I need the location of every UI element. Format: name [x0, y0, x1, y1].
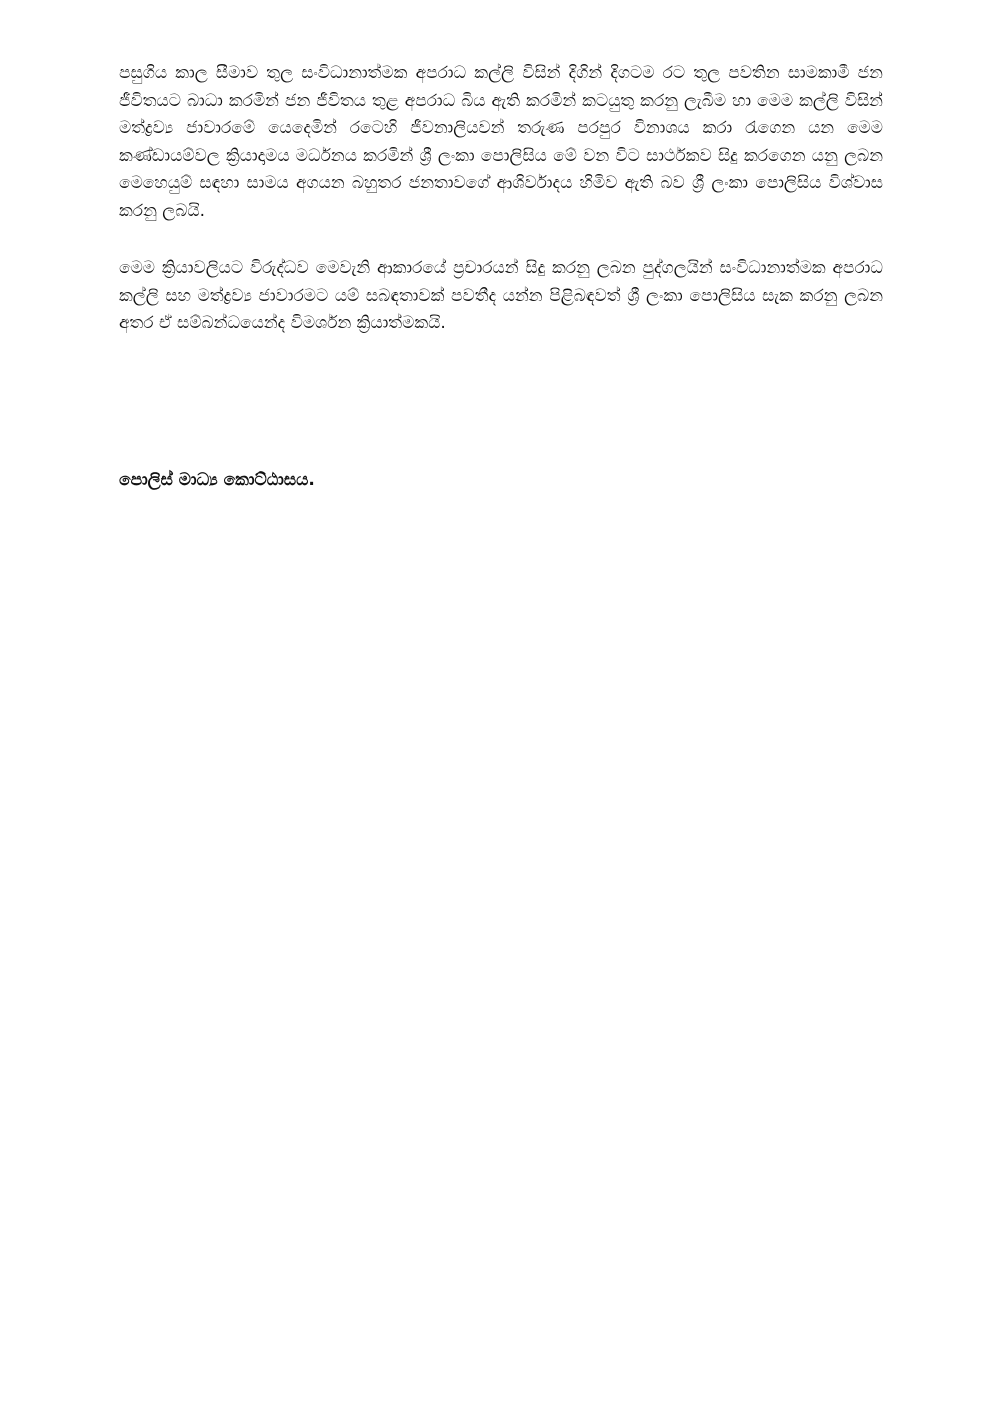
paragraph-1: පසුගිය කාල සීමාව තුල සංවිධානාත්මක අපරාධ කල්ලි විසින් දිගින් දිගටම රට තුල පවතින සාමකාමී ජන ජීවිතයට බාධා කරමින් ජන ජීවිතය තුළ අපරාධ බිය ඇති කරමින් කටයුතු කරනු ලැබීම හා මෙම කල්ලි විසින් මත්ද්‍රව්‍ය ජාවාරමේ යෙදෙමින් රටෙහි ජීවනාලියවන් තරුණ පරපුර විනාශය කරා රැගෙන යන මෙම කණ්ඩායම්වල ක්‍රියාදාමය මර්ධනය කරමින් ශ්‍රී ලංකා පොලිසිය මේ වන විට සාර්ථකව සිදු කරගෙන යනු ලබන මෙහෙයුම් සඳහා සාමය අගයන බහුතර ජනතාවගේ ආශිර්වාදය හිමිව ඇති බව ශ්‍රී ලංකා පොලිසිය විශ්වාස කරනු ලබයි.: [119, 63, 883, 221]
document-body: [119, 60, 883, 338]
paragraph-2: මෙම ක්‍රියාවලියට විරුද්ධව මෙවැනි ආකාරයේ ප්‍රචාරයන් සිදු කරනු ලබන පුද්ගලයින් සංවිධානාත්මක අපරාධ කල්ලි සහ මත්ද්‍රව්‍ය ජාවාරමට යම් සබඳතාවක් පවතීද යන්න පිළිබඳවත් ශ්‍රී ලංකා පොලිසිය සැක කරනු ලබන අතර ඒ සම්බන්ධයෙන්ද විමර්ශන ක්‍රියාත්මකයි.: [119, 258, 883, 333]
signature-line: පොලිස් මාධ්‍ය කොට්ඨාසය.: [119, 470, 315, 490]
